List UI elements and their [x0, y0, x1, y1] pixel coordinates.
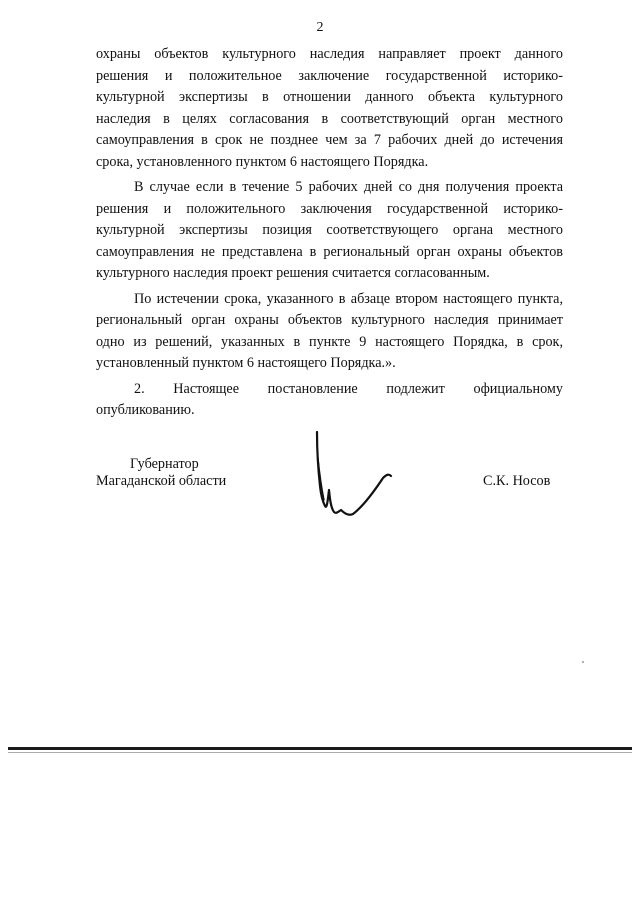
page-bottom-border-shadow: [8, 752, 632, 753]
text-line: По истечении срока, указанного в абзаце втором настоящего пункта,: [134, 290, 563, 307]
text-line: одно из решений, указанных в пункте 9 настоящего Порядка, в срок,: [96, 333, 563, 350]
scan-artifact: [582, 661, 584, 663]
text-line: региональный орган охраны объектов культурного наследия принимает: [96, 312, 563, 328]
paragraph: [96, 44, 563, 173]
paragraph: [96, 379, 563, 422]
page-bottom-border: [8, 747, 632, 750]
text-line: 2. Настоящее постановление подлежит официальному: [134, 380, 563, 397]
text-line: охраны объектов культурного наследия направляет проект данного: [96, 46, 563, 62]
document-body: [96, 44, 563, 422]
text-line: решения и положительное заключение государственной историко-: [96, 67, 563, 84]
text-line: культурной экспертизы позиция соответствующего органа местного: [96, 222, 563, 238]
signatory-position: Губернатор: [130, 456, 199, 472]
text-line: срока, установленного пунктом 6 настоящего Порядка.: [96, 153, 429, 170]
text-line: самоуправления не представлена в региональный орган охраны объектов: [96, 243, 563, 260]
signatory-region: Магаданской области: [96, 473, 227, 489]
paragraph: [96, 289, 563, 375]
text-line: установленный пунктом 6 настоящего Порядка.».: [96, 355, 396, 371]
text-line: культурного наследия проект решения считается согласованным.: [96, 265, 490, 281]
page-number: 2: [316, 20, 324, 35]
text-line: наследия в целях согласования в соответствующий орган местного: [96, 110, 563, 127]
signatory-name: С.К. Носов: [483, 473, 551, 489]
handwritten-signature: [305, 428, 405, 528]
text-line: опубликованию.: [96, 402, 195, 418]
paragraph: [96, 177, 563, 285]
text-line: решения и положительного заключения государственной историко-: [96, 200, 563, 217]
text-line: культурной экспертизы в отношении данного объекта культурного: [96, 89, 563, 105]
text-line: В случае если в течение 5 рабочих дней со дня получения проекта: [134, 179, 563, 195]
text-line: самоуправления в срок не позднее чем за 7 рабочих дней до истечения: [96, 132, 563, 148]
